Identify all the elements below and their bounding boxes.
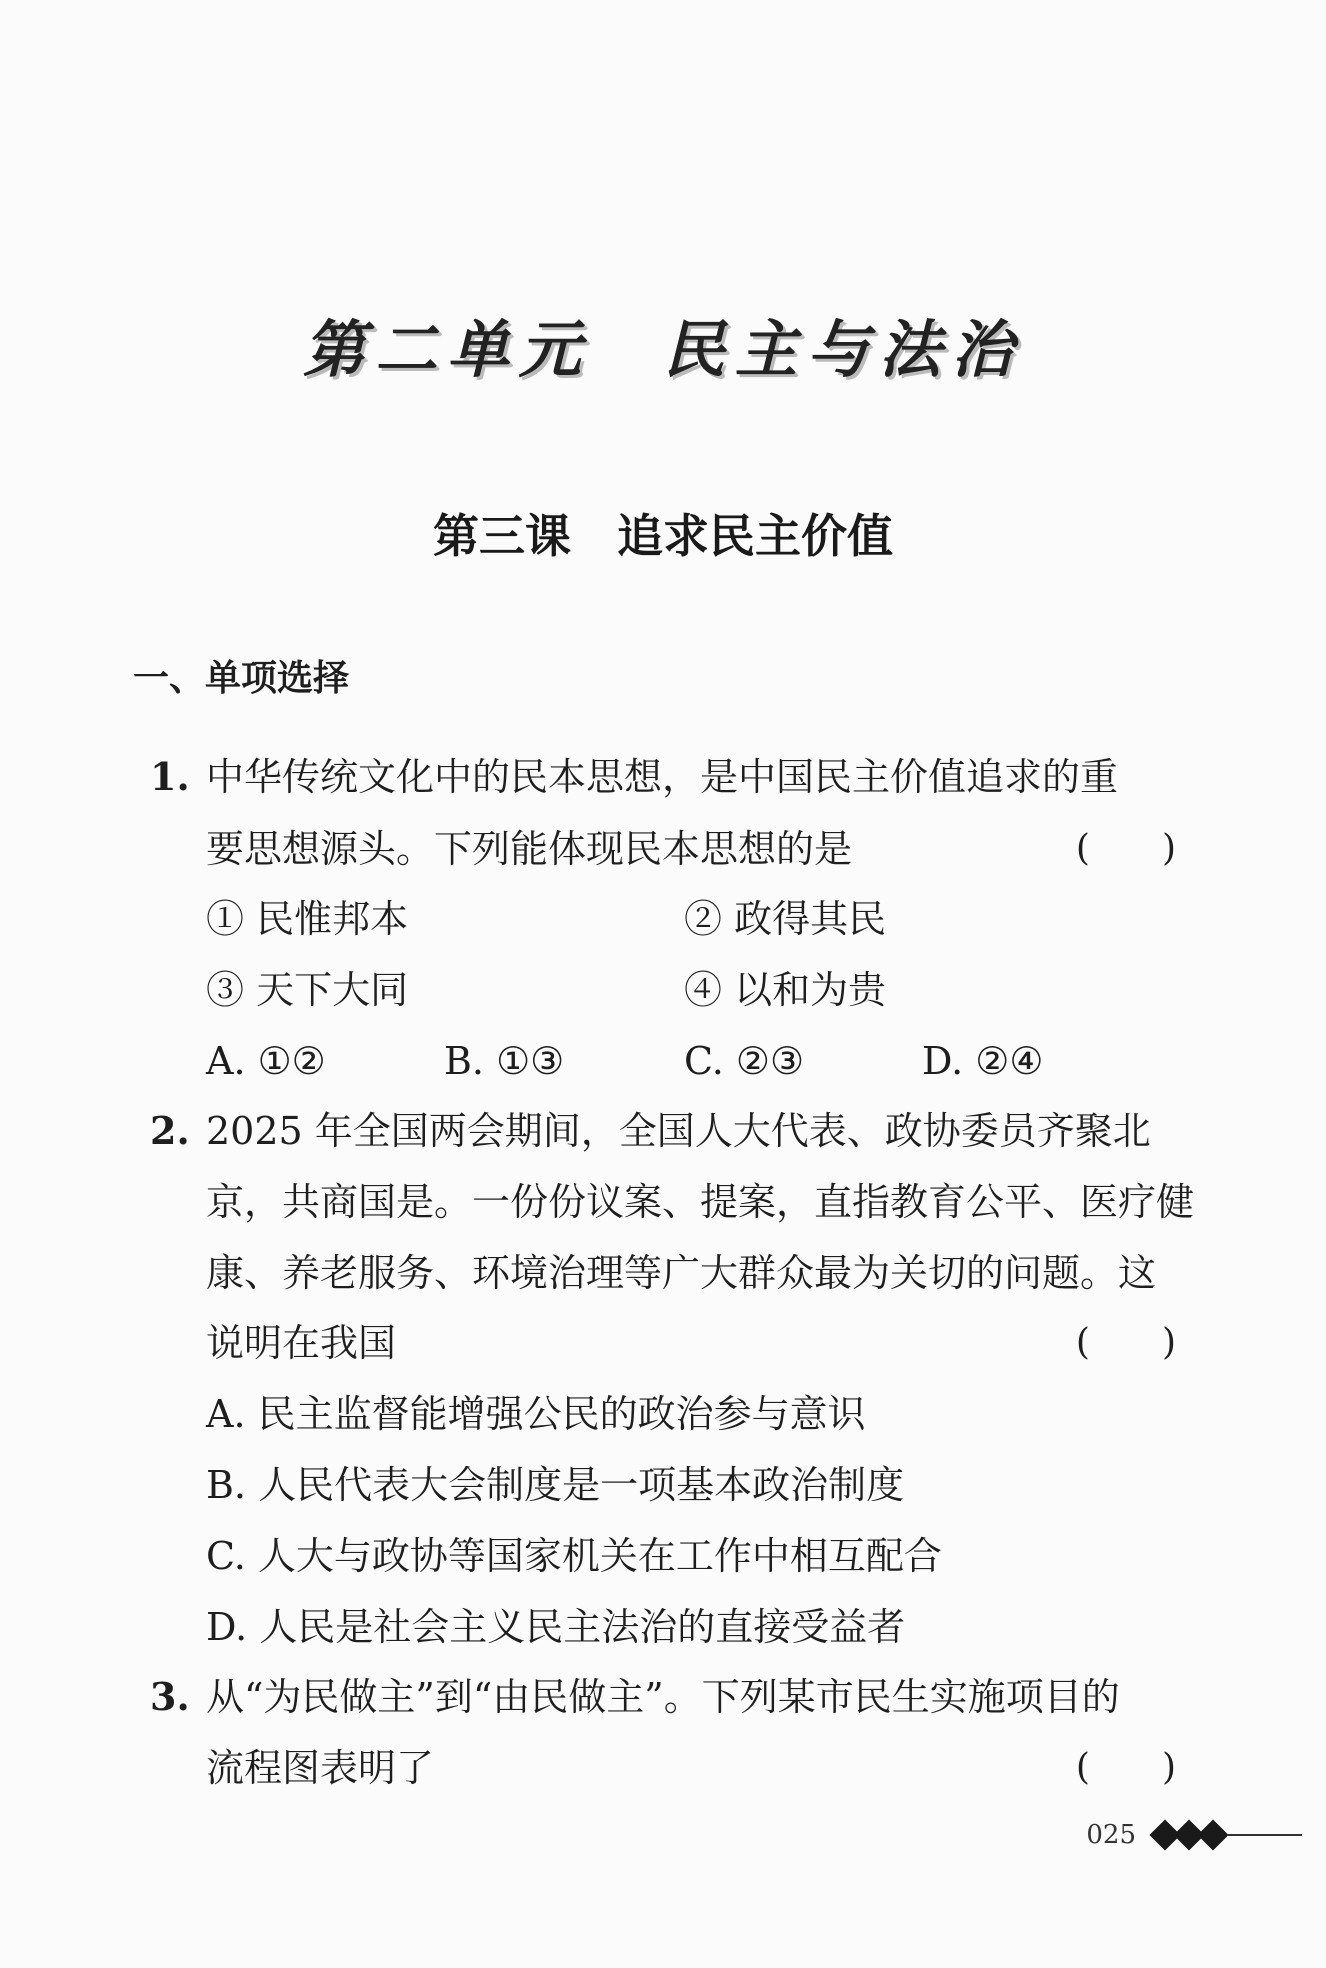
question-1-line-2-text: 要思想源头。下列能体现民本思想的是 [206,827,853,871]
section-title: 一、单项选择 [133,658,350,699]
question-1-option-a: A. ①② [206,1039,326,1083]
page-number: 025 [1086,1820,1136,1850]
question-2-option-c: C. 人大与政协等国家机关在工作中相互配合 [206,1534,942,1578]
diamond-icon [1197,1819,1228,1850]
lesson-title: 第三课 追求民主价值 [433,509,893,563]
page-footer [1026,1818,1326,1858]
question-2-number: 2. [150,1108,190,1153]
statement-4: ④ 以和为贵 [684,968,887,1012]
question-3-line-1: 从“为民做主”到“由民做主”。下列某市民生实施项目的 [206,1675,1120,1719]
question-1-line-2 [206,824,1176,874]
question-1-line-1: 中华传统文化中的民本思想，是中国民主价值追求的重 [206,755,1119,799]
statement-2: ② 政得其民 [684,897,887,941]
question-1-option-c: C. ②③ [684,1039,805,1083]
question-2-line-4-text: 说明在我国 [206,1321,397,1365]
statement-1: ① 民惟邦本 [206,897,409,941]
question-2-option-b: B. 人民代表大会制度是一项基本政治制度 [206,1463,905,1507]
question-1-statements-row-1 [206,894,1176,944]
question-3-line-2 [206,1743,1176,1793]
question-3-answer-parens: ( ) [1075,1747,1176,1788]
question-3-number: 3. [150,1674,190,1719]
footer-rule [1227,1834,1302,1836]
question-2-line-2: 京，共商国是。一份份议案、提案，直指教育公平、医疗健 [206,1180,1195,1224]
statement-3: ③ 天下大同 [206,968,409,1012]
question-2-line-4 [206,1318,1176,1368]
question-1-statements-row-2 [206,965,1176,1015]
question-2-option-d: D. 人民是社会主义民主法治的直接受益者 [206,1605,906,1649]
question-2-option-a: A. 民主监督能增强公民的政治参与意识 [206,1392,866,1436]
question-1-option-d: D. ②④ [922,1039,1044,1083]
question-2-line-1: 2025 年全国两会期间，全国人大代表、政协委员齐聚北 [206,1109,1151,1153]
unit-title: 第二单元 民主与法治 [302,313,1023,386]
question-3-line-2-text: 流程图表明了 [206,1746,435,1790]
question-1-option-b: B. ①③ [444,1039,565,1083]
question-1-number: 1. [150,754,190,799]
question-2-line-3: 康、养老服务、环境治理等广大群众最为关切的问题。这 [206,1251,1157,1295]
question-1-answer-parens: ( ) [1075,828,1176,869]
question-2-answer-parens: ( ) [1075,1322,1176,1363]
question-1-options [206,1036,1176,1086]
